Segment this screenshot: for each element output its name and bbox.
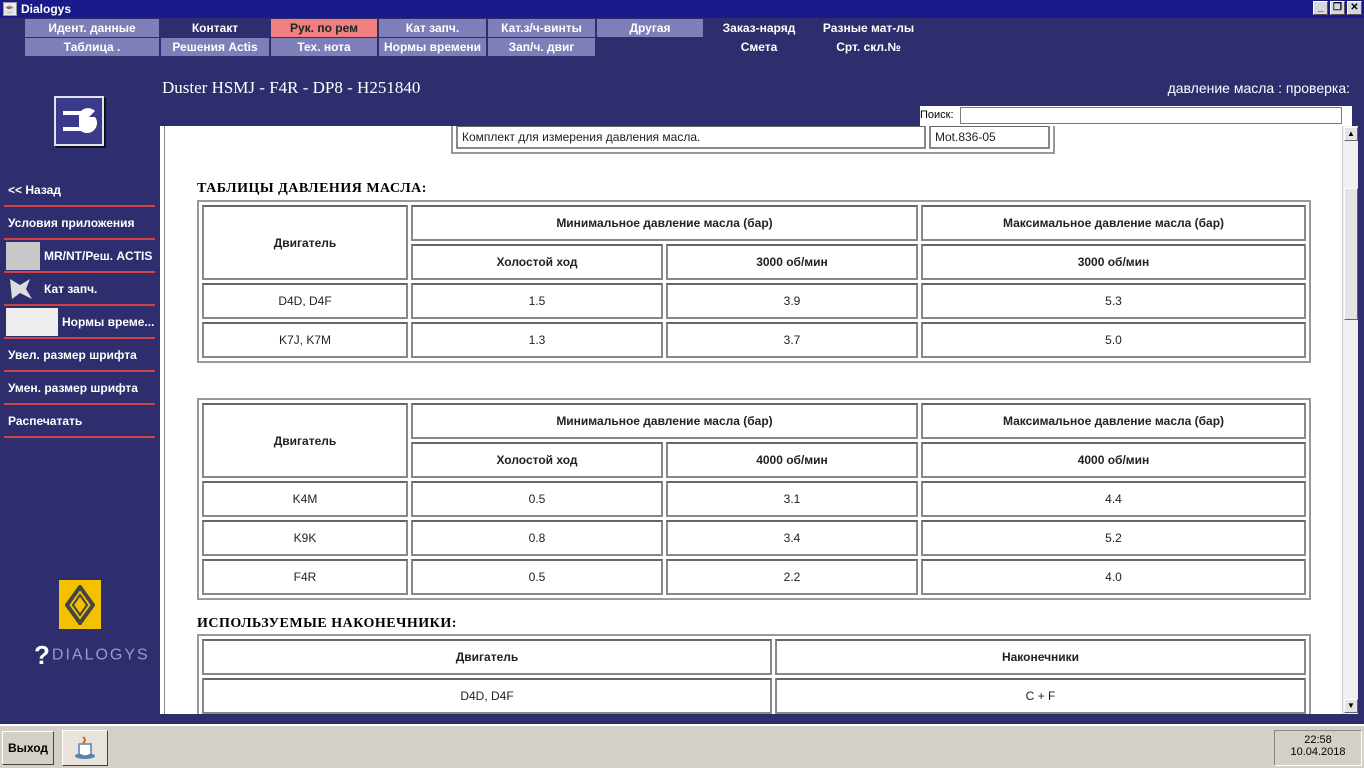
table-header: Двигатель [202, 403, 408, 478]
table-cell: D4D, D4F [202, 283, 408, 319]
table-cell: C + F [775, 678, 1306, 714]
menu-misc-materials[interactable]: Разные мат-лы [815, 19, 922, 37]
vertical-scrollbar[interactable] [1342, 126, 1358, 714]
tool-ref-cell: Mot.836-05 [929, 126, 1050, 149]
search-input[interactable] [960, 107, 1342, 124]
table-cell: 4.4 [921, 481, 1306, 517]
menu-stock-number[interactable]: Срт. скл.№ [815, 38, 922, 56]
system-tray-clock[interactable] [1274, 730, 1362, 766]
tips-table [197, 634, 1311, 714]
document-panel[interactable] [160, 126, 1358, 714]
table-cell: 1.3 [411, 322, 663, 358]
scroll-down-icon[interactable]: ▼ [1344, 699, 1358, 713]
table-cell: 2.2 [666, 559, 918, 595]
table-row [202, 678, 1306, 714]
tool-table [451, 126, 1055, 154]
help-question-icon: ? [34, 640, 52, 670]
clock-time: 22:58 [1304, 734, 1332, 746]
scroll-up-icon[interactable]: ▲ [1344, 127, 1358, 141]
sidebar-mr-nt-actis[interactable] [4, 240, 155, 273]
table-header: Двигатель [202, 639, 772, 675]
table-row [202, 322, 1306, 358]
table-cell: 1.5 [411, 283, 663, 319]
sidebar-print[interactable] [4, 405, 155, 438]
wrench-logo-icon [54, 96, 104, 146]
java-app-icon: ☕ [3, 3, 17, 15]
menu-engine-parts[interactable]: Зап/ч. двиг [488, 38, 595, 56]
table-header: 4000 об/мин [921, 442, 1306, 478]
manual-thumbnail-icon [6, 242, 40, 270]
menu-table[interactable]: Таблица . [25, 38, 159, 56]
table-cell: 5.2 [921, 520, 1306, 556]
sidebar-item-label: << Назад [8, 182, 61, 197]
menu-repair-manual[interactable]: Рук. по рем [271, 19, 377, 37]
window-title: Dialogys [21, 2, 72, 16]
search-label: Поиск: [920, 109, 954, 121]
table-cell: K9K [202, 520, 408, 556]
topic-title: давление масла : проверка: [1167, 80, 1350, 96]
menu-ident-data[interactable]: Идент. данные [25, 19, 159, 37]
scroll-thumb[interactable] [1344, 188, 1358, 320]
exit-button[interactable]: Выход [2, 731, 54, 765]
table-header: Максимальное давление масла (бар) [921, 403, 1306, 439]
maximize-button[interactable]: ❐ [1330, 1, 1345, 15]
sidebar-back[interactable] [4, 174, 155, 207]
parts-thumbnail-icon [6, 275, 40, 303]
table-cell: K4M [202, 481, 408, 517]
gauge-thumbnail-icon [6, 308, 58, 336]
table-cell: F4R [202, 559, 408, 595]
sidebar-item-label: Нормы време... [62, 314, 155, 329]
document-body [164, 126, 1338, 714]
close-button[interactable]: ✕ [1347, 1, 1362, 15]
table-header: Двигатель [202, 205, 408, 280]
menu-tech-note[interactable]: Тех. нота [271, 38, 377, 56]
section-title-tips: ИСПОЛЬЗУЕМЫЕ НАКОНЕЧНИКИ: [197, 616, 457, 631]
table-header: Холостой ход [411, 244, 663, 280]
section-title-pressure: ТАБЛИЦЫ ДАВЛЕНИЯ МАСЛА: [197, 181, 427, 196]
java-task-button[interactable] [62, 730, 108, 766]
table-header: 3000 об/мин [666, 244, 918, 280]
tool-name-cell: Комплект для измерения давления масла. [456, 126, 926, 149]
sidebar-item-label: Кат запч. [44, 281, 98, 296]
menu-contact[interactable]: Контакт [161, 19, 269, 37]
menu-work-order[interactable]: Заказ-наряд [705, 19, 813, 37]
table-cell: 0.8 [411, 520, 663, 556]
pressure-table-1 [197, 200, 1311, 363]
table-header: Минимальное давление масла (бар) [411, 403, 918, 439]
renault-logo [59, 580, 101, 629]
minimize-button[interactable]: _ [1313, 1, 1328, 15]
sidebar-increase-font[interactable] [4, 339, 155, 372]
table-header: 4000 об/мин [666, 442, 918, 478]
sidebar-item-label: Распечатать [8, 413, 83, 428]
table-cell: 0.5 [411, 559, 663, 595]
menu-actis-solutions[interactable]: Решения Actis [161, 38, 269, 56]
sidebar-decrease-font[interactable] [4, 372, 155, 405]
title-bar [0, 0, 1364, 18]
menu-other[interactable]: Другая [597, 19, 703, 37]
sidebar-labor-times[interactable] [4, 306, 155, 339]
table-cell: 4.0 [921, 559, 1306, 595]
table-cell: 3.1 [666, 481, 918, 517]
sidebar-item-label: Увел. размер шрифта [8, 347, 137, 362]
table-row [202, 559, 1306, 595]
java-icon [71, 734, 99, 762]
menu-estimate[interactable]: Смета [705, 38, 813, 56]
table-cell: K7J, K7M [202, 322, 408, 358]
taskbar [0, 724, 1364, 768]
table-header: 3000 об/мин [921, 244, 1306, 280]
menu-parts-screws[interactable]: Кат.з/ч-винты [488, 19, 595, 37]
sidebar-item-label: Условия приложения [8, 215, 135, 230]
table-header: Минимальное давление масла (бар) [411, 205, 918, 241]
window-controls [1313, 1, 1362, 15]
table-cell: 3.7 [666, 322, 918, 358]
menu-labor-times[interactable]: Нормы времени [379, 38, 486, 56]
table-row [202, 481, 1306, 517]
vehicle-title: Duster HSMJ - F4R - DP8 - H251840 [162, 78, 421, 97]
table-header: Максимальное давление масла (бар) [921, 205, 1306, 241]
sidebar-item-label: MR/NT/Реш. ACTIS [44, 248, 153, 263]
table-cell: 5.0 [921, 322, 1306, 358]
table-cell: 5.3 [921, 283, 1306, 319]
table-cell: 3.4 [666, 520, 918, 556]
table-cell: 0.5 [411, 481, 663, 517]
sidebar-item-label: Умен. размер шрифта [8, 380, 138, 395]
table-cell: 3.9 [666, 283, 918, 319]
pressure-table-2 [197, 398, 1311, 600]
table-row [202, 283, 1306, 319]
clock-date: 10.04.2018 [1290, 746, 1346, 758]
table-cell: D4D, D4F [202, 678, 772, 714]
table-header: Холостой ход [411, 442, 663, 478]
table-row [202, 520, 1306, 556]
sidebar-application-conditions[interactable] [4, 207, 155, 240]
table-header: Наконечники [775, 639, 1306, 675]
dialogys-logo: ?DIALOGYS [34, 640, 150, 670]
menu-parts-catalog[interactable]: Кат запч. [379, 19, 486, 37]
sidebar-parts-catalog[interactable] [4, 273, 155, 306]
